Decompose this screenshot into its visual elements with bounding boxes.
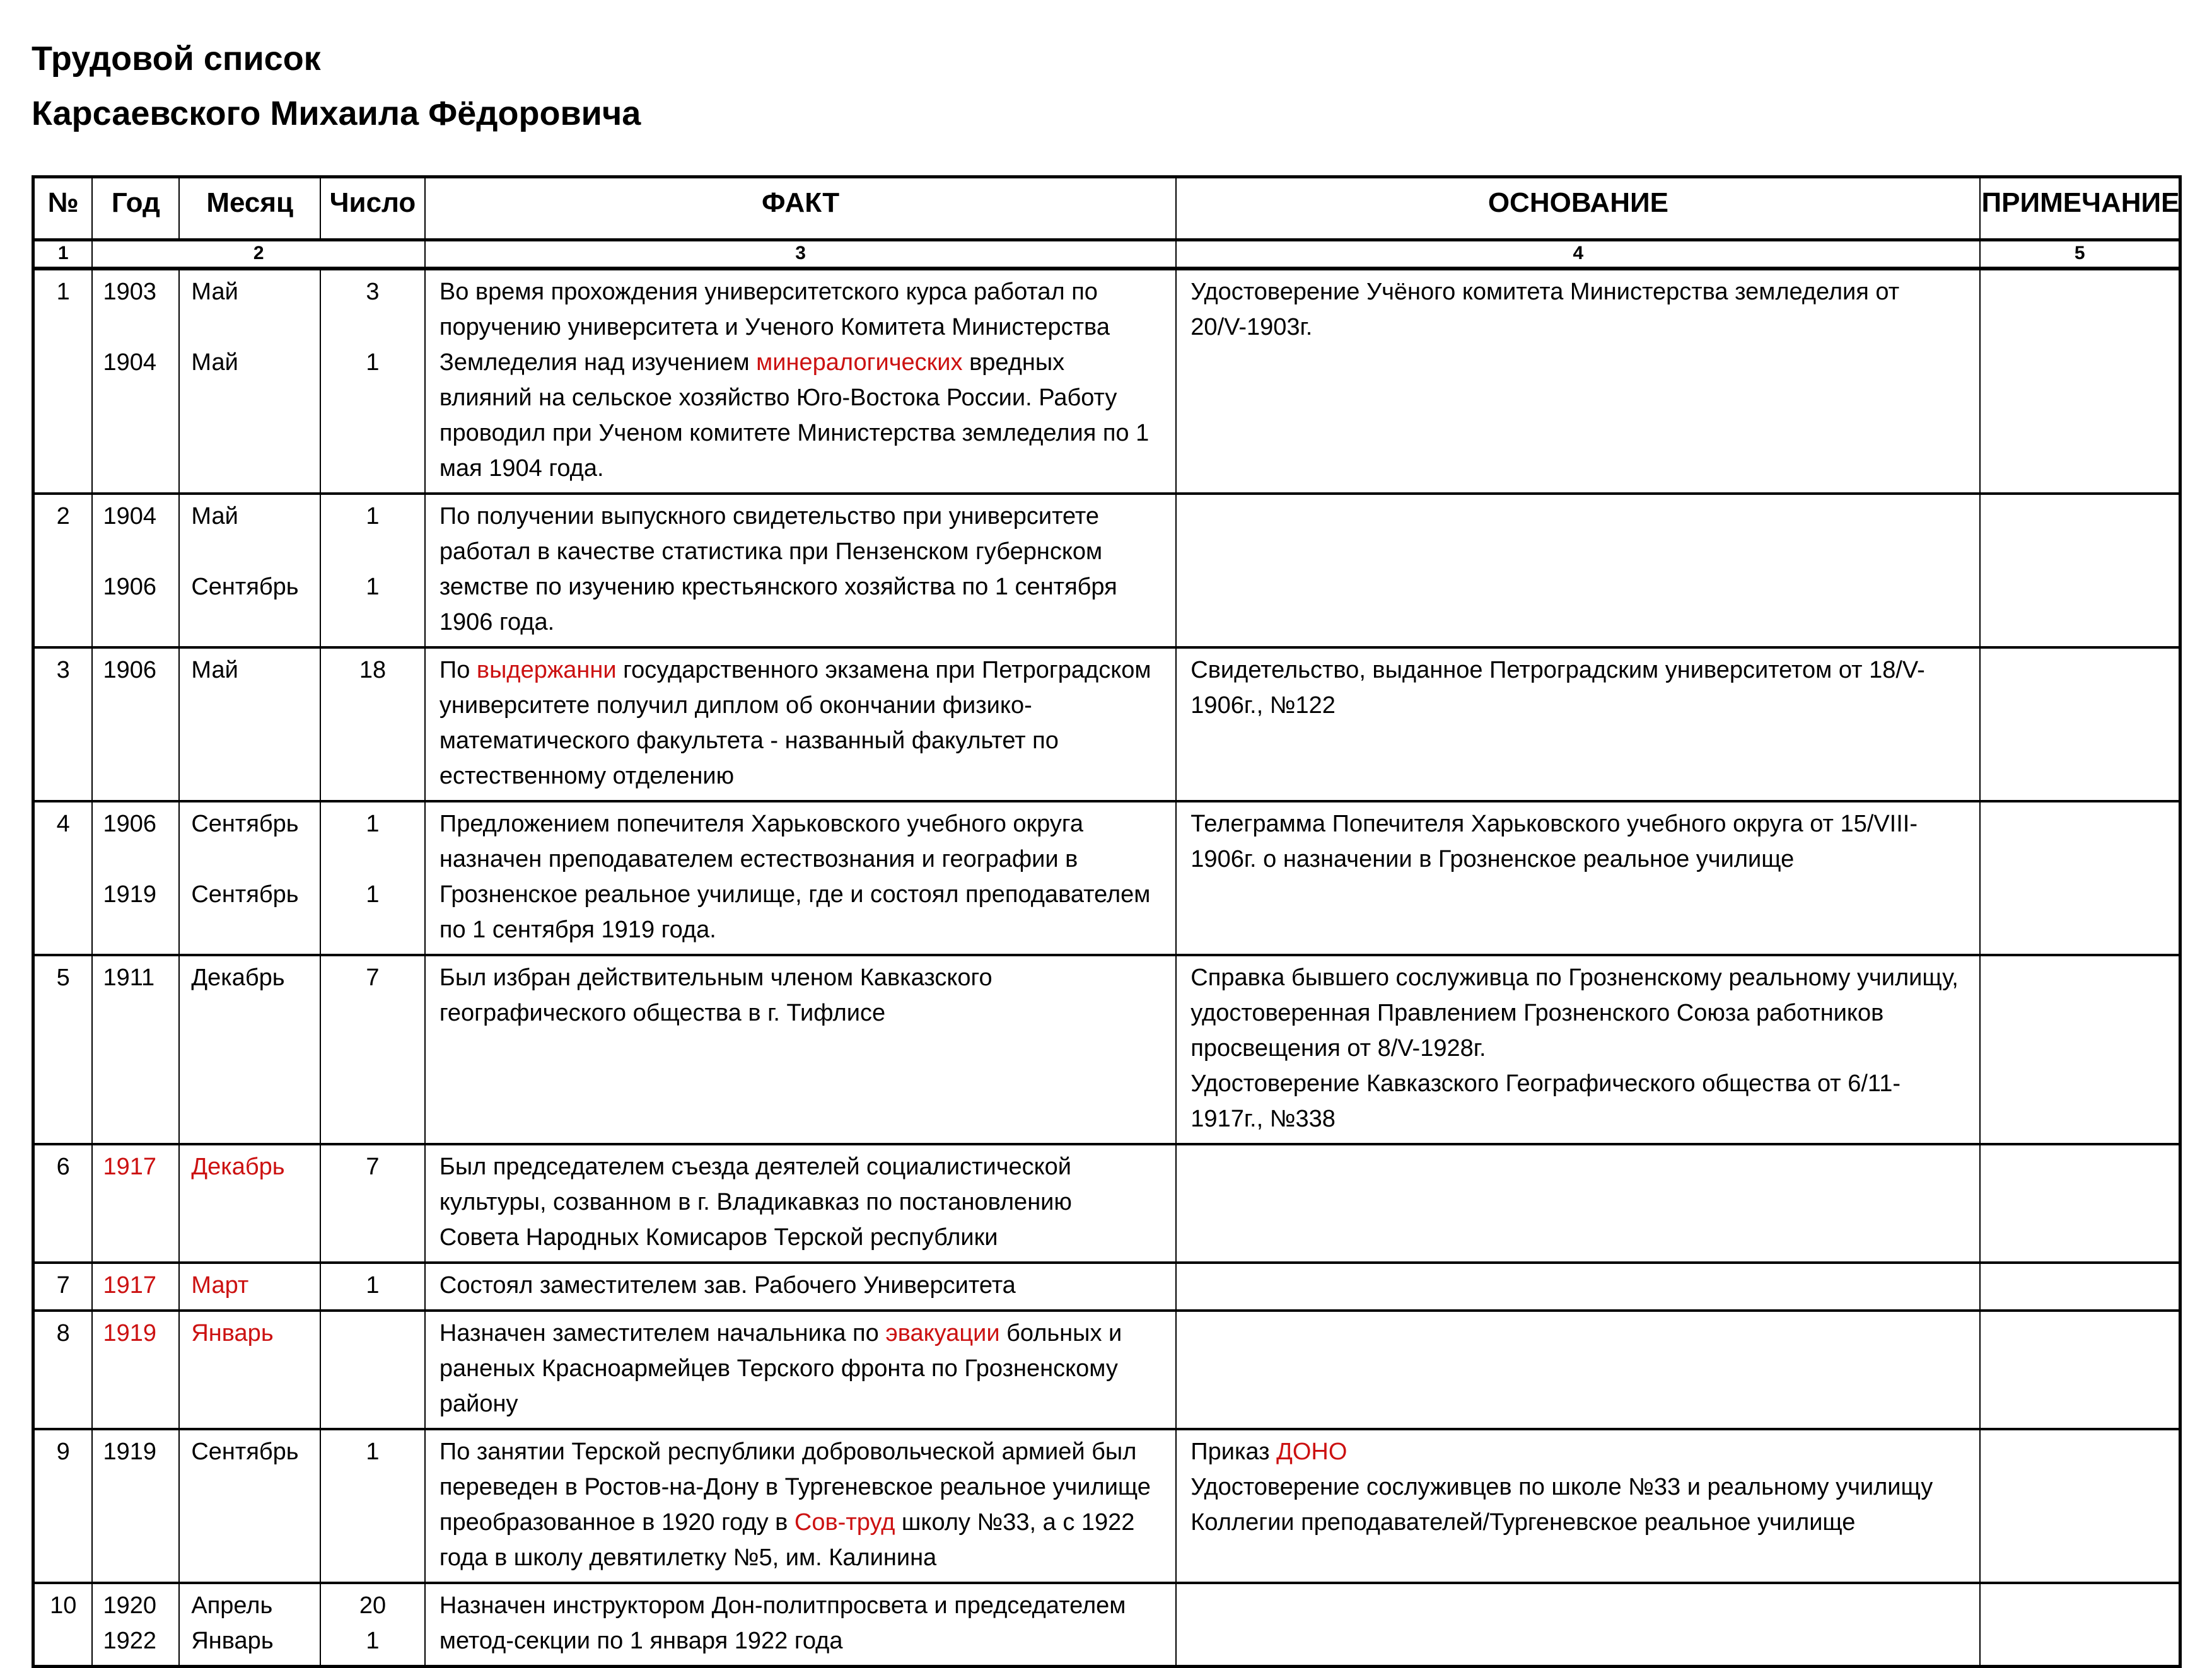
cell-day: 1 1 bbox=[320, 494, 425, 647]
cell-basis bbox=[1176, 1263, 1980, 1311]
cell-row-number: 8 bbox=[33, 1311, 93, 1429]
cell-month: Апрель Январь bbox=[179, 1583, 320, 1667]
cell-basis: Справка бывшего сослуживца по Грозненскому реальному училищу, удостоверенная Правлением Грозненского Союза работников просвещения от 8/V-1928г. Удостоверение Кавказского Географического общества от 6/11-1917г., №338 bbox=[1176, 955, 1980, 1144]
cell-basis: Телеграмма Попечителя Харьковского учебного округа от 15/VIII-1906г. о назначении в Грозненское реальное училище bbox=[1176, 801, 1980, 955]
table-row bbox=[33, 1583, 2180, 1667]
column-number-row bbox=[33, 240, 2180, 269]
cell-month: Декабрь bbox=[179, 955, 320, 1144]
cell-day: 7 bbox=[320, 955, 425, 1144]
column-number-2: 2 bbox=[92, 240, 424, 269]
cell-month: Май bbox=[179, 647, 320, 801]
cell-year: 1919 bbox=[92, 1311, 179, 1429]
cell-note bbox=[1980, 1583, 2180, 1667]
cell-month: Май Май bbox=[179, 269, 320, 494]
table-row bbox=[33, 1144, 2180, 1263]
highlighted-text: ДОНО bbox=[1276, 1439, 1348, 1465]
cell-note bbox=[1980, 1311, 2180, 1429]
cell-year: 1917 bbox=[92, 1144, 179, 1263]
cell-day: 1 bbox=[320, 1263, 425, 1311]
cell-year: 1906 bbox=[92, 647, 179, 801]
cell-basis bbox=[1176, 494, 1980, 647]
cell-day: 18 bbox=[320, 647, 425, 801]
header-year: Год bbox=[92, 177, 179, 240]
header-note: ПРИМЕЧАНИЕ bbox=[1980, 177, 2180, 240]
document-title bbox=[32, 32, 2182, 141]
work-record-table bbox=[32, 175, 2182, 1668]
cell-day: 1 1 bbox=[320, 801, 425, 955]
cell-month: Сентябрь bbox=[179, 1429, 320, 1583]
table-row bbox=[33, 269, 2180, 494]
cell-fact: Назначен заместителем начальника по эвакуации больных и раненых Красноармейцев Терского фронта по Грозненскому району bbox=[425, 1311, 1176, 1429]
cell-row-number: 5 bbox=[33, 955, 93, 1144]
header-day: Число bbox=[320, 177, 425, 240]
header-row bbox=[33, 177, 2180, 240]
page-title: Трудовой список bbox=[32, 40, 321, 78]
cell-month: Декабрь bbox=[179, 1144, 320, 1263]
cell-note bbox=[1980, 1144, 2180, 1263]
page-subtitle: Карсаевского Михаила Фёдоровича bbox=[32, 95, 641, 132]
table-row bbox=[33, 1311, 2180, 1429]
cell-month: Сентябрь Сентябрь bbox=[179, 801, 320, 955]
header-month: Месяц bbox=[179, 177, 320, 240]
table-row bbox=[33, 647, 2180, 801]
highlighted-text: Сов-труд bbox=[794, 1509, 895, 1536]
cell-month: Январь bbox=[179, 1311, 320, 1429]
highlighted-text: выдержанни bbox=[476, 657, 617, 683]
cell-day: 20 1 bbox=[320, 1583, 425, 1667]
highlighted-text: эвакуации bbox=[885, 1320, 1000, 1347]
highlighted-text: минералогических bbox=[756, 349, 963, 376]
cell-year: 1904 1906 bbox=[92, 494, 179, 647]
cell-day bbox=[320, 1311, 425, 1429]
table-row bbox=[33, 1429, 2180, 1583]
column-number-5: 5 bbox=[1980, 240, 2180, 269]
cell-fact: Был избран действительным членом Кавказского географического общества в г. Тифлисе bbox=[425, 955, 1176, 1144]
cell-basis bbox=[1176, 1583, 1980, 1667]
cell-note bbox=[1980, 647, 2180, 801]
column-number-4: 4 bbox=[1176, 240, 1980, 269]
cell-row-number: 7 bbox=[33, 1263, 93, 1311]
column-number-3: 3 bbox=[425, 240, 1176, 269]
cell-year: 1903 1904 bbox=[92, 269, 179, 494]
cell-day: 1 bbox=[320, 1429, 425, 1583]
header-basis: ОСНОВАНИЕ bbox=[1176, 177, 1980, 240]
cell-basis: Свидетельство, выданное Петроградским университетом от 18/V-1906г., №122 bbox=[1176, 647, 1980, 801]
cell-day: 3 1 bbox=[320, 269, 425, 494]
cell-month: Март bbox=[179, 1263, 320, 1311]
cell-row-number: 4 bbox=[33, 801, 93, 955]
cell-fact: Состоял заместителем зав. Рабочего Университета bbox=[425, 1263, 1176, 1311]
cell-note bbox=[1980, 494, 2180, 647]
cell-row-number: 9 bbox=[33, 1429, 93, 1583]
table-row bbox=[33, 1263, 2180, 1311]
cell-note bbox=[1980, 801, 2180, 955]
cell-day: 7 bbox=[320, 1144, 425, 1263]
table-row bbox=[33, 955, 2180, 1144]
cell-basis bbox=[1176, 1311, 1980, 1429]
cell-basis: Приказ ДОНО Удостоверение сослуживцев по школе №33 и реальному училищу Коллегии преподавателей/Тургеневское реальное училище bbox=[1176, 1429, 1980, 1583]
cell-note bbox=[1980, 1429, 2180, 1583]
table-row bbox=[33, 801, 2180, 955]
cell-row-number: 2 bbox=[33, 494, 93, 647]
cell-year: 1906 1919 bbox=[92, 801, 179, 955]
column-number-1: 1 bbox=[33, 240, 93, 269]
header-number: № bbox=[33, 177, 93, 240]
cell-year: 1911 bbox=[92, 955, 179, 1144]
table-row bbox=[33, 494, 2180, 647]
cell-row-number: 10 bbox=[33, 1583, 93, 1667]
cell-fact: Во время прохождения университетского курса работал по поручению университета и Ученого Комитета Министерства Земледелия над изучением минералогических вредных влияний на сельское хозяйство Юго-Востока России. Работу проводил при Ученом комитете Министерства земледелия по 1 мая 1904 года. bbox=[425, 269, 1176, 494]
cell-basis bbox=[1176, 1144, 1980, 1263]
cell-note bbox=[1980, 269, 2180, 494]
cell-fact: По получении выпускного свидетельство при университете работал в качестве статистика при Пензенском губернском земстве по изучению крестьянского хозяйства по 1 сентября 1906 года. bbox=[425, 494, 1176, 647]
cell-year: 1920 1922 bbox=[92, 1583, 179, 1667]
cell-basis: Удостоверение Учёного комитета Министерства земледелия от 20/V-1903г. bbox=[1176, 269, 1980, 494]
cell-note bbox=[1980, 1263, 2180, 1311]
cell-year: 1917 bbox=[92, 1263, 179, 1311]
header-fact: ФАКТ bbox=[425, 177, 1176, 240]
cell-fact: Был председателем съезда деятелей социалистической культуры, созванном в г. Владикавказ по постановлению Совета Народных Комисаров Терской республики bbox=[425, 1144, 1176, 1263]
cell-fact: Предложением попечителя Харьковского учебного округа назначен преподавателем естествознания и географии в Грозненское реальное училище, где и состоял преподавателем по 1 сентября 1919 года. bbox=[425, 801, 1176, 955]
cell-row-number: 1 bbox=[33, 269, 93, 494]
cell-year: 1919 bbox=[92, 1429, 179, 1583]
cell-fact: Назначен инструктором Дон-политпросвета и председателем метод-секции по 1 января 1922 года bbox=[425, 1583, 1176, 1667]
cell-fact: По выдержанни государственного экзамена при Петроградском университете получил диплом об окончании физико-математического факультета - названный факультет по естественному отделению bbox=[425, 647, 1176, 801]
cell-row-number: 3 bbox=[33, 647, 93, 801]
cell-row-number: 6 bbox=[33, 1144, 93, 1263]
cell-month: Май Сентябрь bbox=[179, 494, 320, 647]
cell-note bbox=[1980, 955, 2180, 1144]
cell-fact: По занятии Терской республики добровольческой армией был переведен в Ростов-на-Дону в Тургеневское реальное училище преобразованное в 1920 году в Сов-труд школу №33, а с 1922 года в школу девятилетку №5, им. Калинина bbox=[425, 1429, 1176, 1583]
